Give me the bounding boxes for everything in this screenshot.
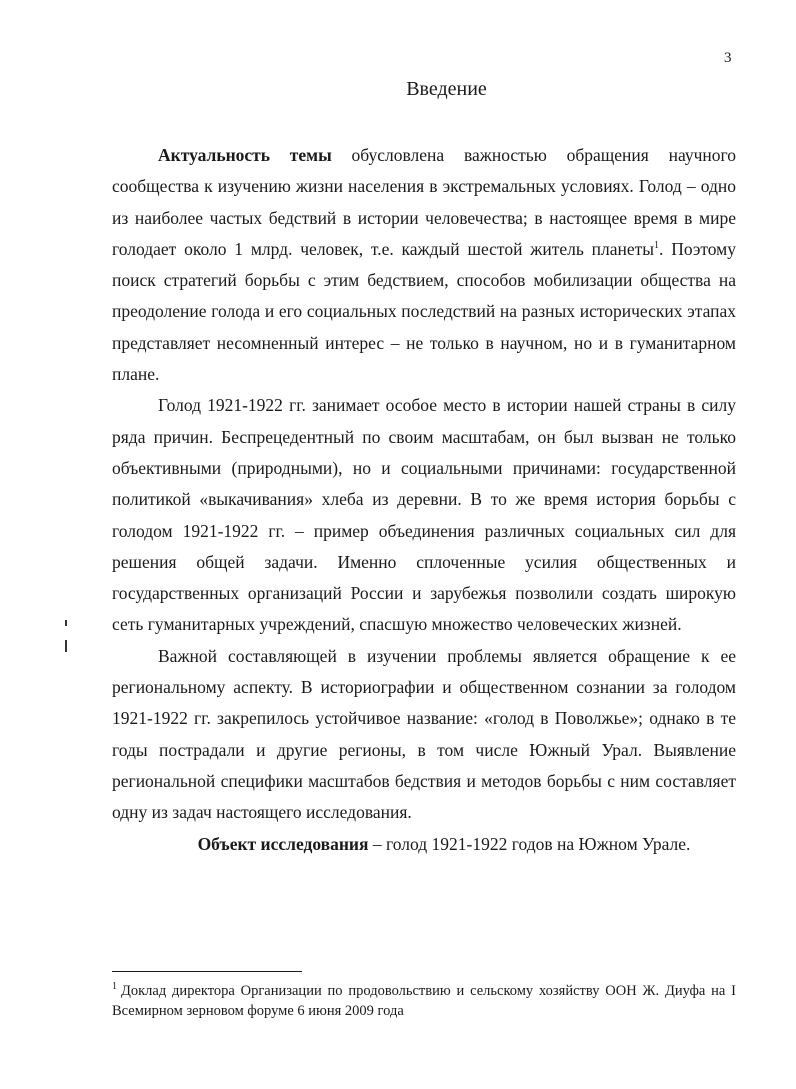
relevance-heading: Актуальность темы xyxy=(158,145,332,165)
footnote-divider xyxy=(112,971,302,972)
relevance-text-continued: . Поэтому поиск стратегий борьбы с этим бедствием, способов мобилизации общества на преодоление голода и его социальных последствий на разных исторических этапах представляет несомненный интерес – не только в научном, но и в гуманитарном плане. xyxy=(112,238,736,385)
paragraph-famine-history: Голод 1921-1922 гг. занимает особое место в истории нашей страны в силу ряда причин. Беспрецедентный по своим масштабам, он был вызван не только объективными (природными), но и социальными причинами: государственной политикой «выкачивания» хлеба из деревни. В то же время история борьбы с голодом 1921-1922 гг. – пример объединения различных социальных сил для решения общей задачи. Именно сплоченные усилия общественных и государственных организаций России и зарубежья позволили создать широкую сеть гуманитарных учреждений, спасшую множество человеческих жизней. xyxy=(112,395,736,635)
paragraph-relevance xyxy=(112,140,736,390)
paragraph-research-object xyxy=(112,829,736,860)
footnote-text: Доклад директора Организации по продовольствию и сельскому хозяйству ООН Ж. Диуфа на I Всемирном зерновом форуме 6 июня 2009 года xyxy=(112,983,736,1019)
research-object-text: – голод 1921-1922 годов на Южном Урале. xyxy=(368,833,691,854)
scan-margin-mark xyxy=(65,640,67,652)
page-title: Введение xyxy=(406,78,487,100)
page-number: 3 xyxy=(724,50,732,66)
relevance-text: обусловлена важностью обращения научного сообщества к изучению жизни населения в экстремальных условиях. Голод – одно из наиболее частых бедствий в истории человечества; в настоящее время в мире голодает около 1 млрд. человек, т.е. каждый шестой житель планеты xyxy=(112,145,736,259)
paragraph-regional-aspect: Важной составляющей в изучении проблемы является обращение к ее региональному аспекту. В историографии и общественном сознании за голодом 1921-1922 гг. закрепилось устойчивое название: «голод в Поволжье»; однако в те годы пострадали и другие регионы, в том числе Южный Урал. Выявление региональной специфики масштабов бедствия и методов борьбы с ним составляет одну из задач настоящего исследования. xyxy=(112,645,736,823)
footnote-reference: 1 xyxy=(654,240,660,252)
research-object-heading: Объект исследования xyxy=(197,833,369,854)
scan-margin-mark xyxy=(65,620,67,626)
main-text xyxy=(112,140,736,860)
footnote-mark: 1 xyxy=(112,981,117,993)
footnote xyxy=(112,981,736,1021)
